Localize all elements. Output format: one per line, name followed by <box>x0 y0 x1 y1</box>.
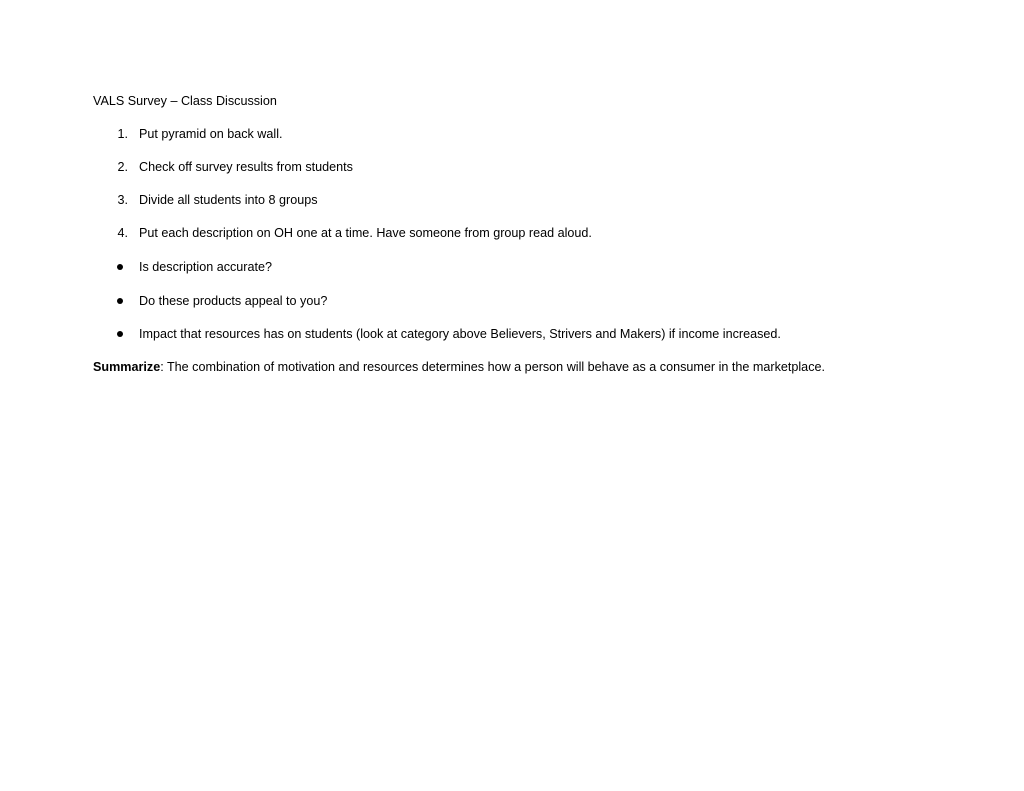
list-item-number: 3. <box>117 193 128 207</box>
list-item-number: 2. <box>117 160 128 174</box>
summary-text: : The combination of motivation and resources determines how a person will behave as a consumer in the marketplace. <box>160 360 825 374</box>
bullet-dot-icon <box>117 264 123 270</box>
list-item-text: Check off survey results from students <box>139 160 353 174</box>
list-item-text: Divide all students into 8 groups <box>139 193 318 207</box>
list-item-text: Put each description on OH one at a time. Have someone from group read aloud. <box>139 226 592 240</box>
summary-label: Summarize <box>93 360 161 374</box>
summary-paragraph <box>93 359 825 375</box>
list-item-text: Put pyramid on back wall. <box>139 127 283 141</box>
bullet-item-text: Is description accurate? <box>139 260 273 274</box>
list-item-number: 4. <box>117 226 128 240</box>
bullet-dot-icon <box>117 331 123 337</box>
bullet-dot-icon <box>117 298 123 304</box>
document-title: VALS Survey – Class Discussion <box>93 94 277 108</box>
bullet-item-text: Impact that resources has on students (look at category above Believers, Strivers and Makers) if income increased. <box>139 327 781 341</box>
bullet-item-text: Do these products appeal to you? <box>139 294 328 308</box>
list-item-number: 1. <box>117 127 128 141</box>
